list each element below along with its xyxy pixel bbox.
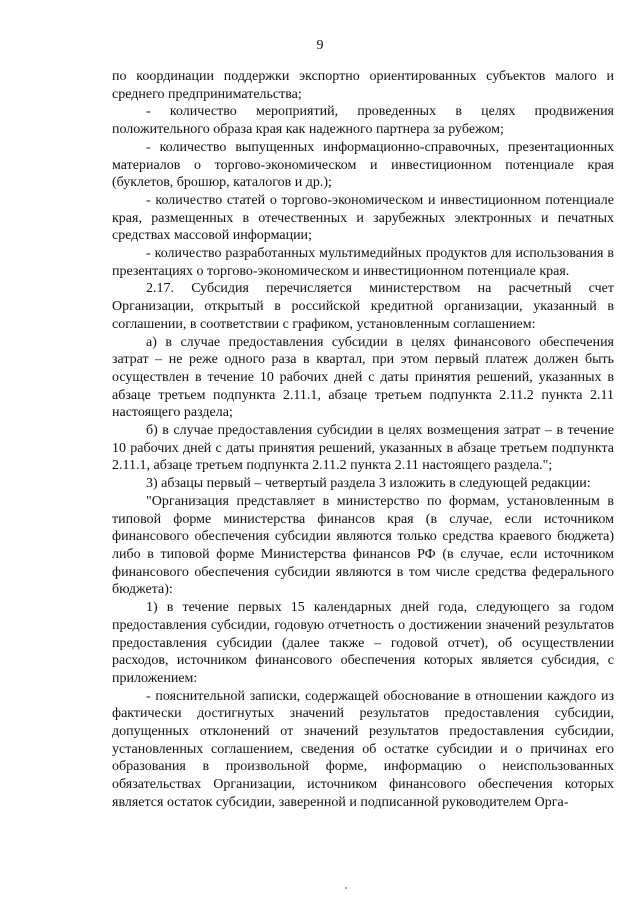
scan-speck (345, 887, 347, 889)
paragraph-explanatory-note: - пояснительной записки, содержащей обоснование в отношении каждого из фактически достигнутых значений результатов предоставления субсидии, допущенных отклонений от значений результатов предоставления субсидии, установленных соглашением, сведения об остатке субсидии и о причинах его образования в произвольной форме, информацию о неиспользованных обязательствах Организации, источником финансового обеспечения которых является остаток субсидии, заверенной и подписанной руководителем Орга- (112, 688, 614, 810)
paragraph-materials-count: - количество выпущенных информационно-справочных, презентационных материалов о торгово-экономическом и инвестиционном потенциале края (буклетов, брошюр, каталогов и др.); (112, 139, 614, 191)
paragraph-2-17: 2.17. Субсидия перечисляется министерством на расчетный счет Организации, открытый в российской кредитной организации, указанный в соглашении, в соответствии с графиком, установленным соглашением: (112, 281, 614, 332)
paragraph-item-1: 1) в течение первых 15 календарных дней года, следующего за годом предоставления субсидии, годовую отчетность о достижении значений результатов предоставления субсидии (далее также – годовой отчет), об осуществлении расходов, источником финансового обеспечения которых является субсидия, с приложением: (112, 600, 614, 686)
paragraph-articles-count: - количество статей о торгово-экономическом и инвестиционном потенциале края, размещенных в отечественных и зарубежных электронных и печатных средствах массовой информации; (112, 192, 614, 244)
paragraph-events-count: - количество мероприятий, проведенных в целях продвижения положительного образа края как надежного партнера за рубежом; (112, 104, 614, 138)
document-body (112, 68, 614, 812)
paragraph-organization-reports: "Организация представляет в министерство по формам, установленным в типовой форме министерства финансов края (в случае, если источником финансового обеспечения субсидии являются только средства краевого бюджета) либо в типовой форме Министерства финансов РФ (в случае, если источником финансового обеспечения субсидии являются в том числе средства федерального бюджета): (112, 493, 614, 598)
paragraph-section-3-amendment: 3) абзацы первый – четвертый раздела 3 изложить в следующей редакции: (146, 476, 591, 492)
paragraph-coordination-continuation: по координации поддержки экспортно ориентированных субъектов малого и среднего предпринимательства; (112, 69, 614, 102)
paragraph-item-b: б) в случае предоставления субсидии в целях возмещения затрат – в течение 10 рабочих дней с даты принятия решений, указанных в абзаце третьем подпункта 2.11.1, абзаце третьем подпункта 2.11.2 пункта 2.11 настоящего раздела."; (112, 423, 614, 474)
paragraph-multimedia-count: - количество разработанных мультимедийных продуктов для использования в презентациях о торгово-экономическом и инвестиционном потенциале края. (112, 246, 614, 279)
paragraph-item-a: а) в случае предоставления субсидии в целях финансового обеспечения затрат – не реже одного раза в квартал, при этом первый платеж должен быть осуществлен в течение 10 рабочих дней с даты принятия решений, указанных в абзаце третьем подпункта 2.11.1, абзаце третьем подпункта 2.11.2 пункта 2.11 настоящего раздела; (112, 334, 614, 421)
page-number: 9 (316, 38, 324, 53)
